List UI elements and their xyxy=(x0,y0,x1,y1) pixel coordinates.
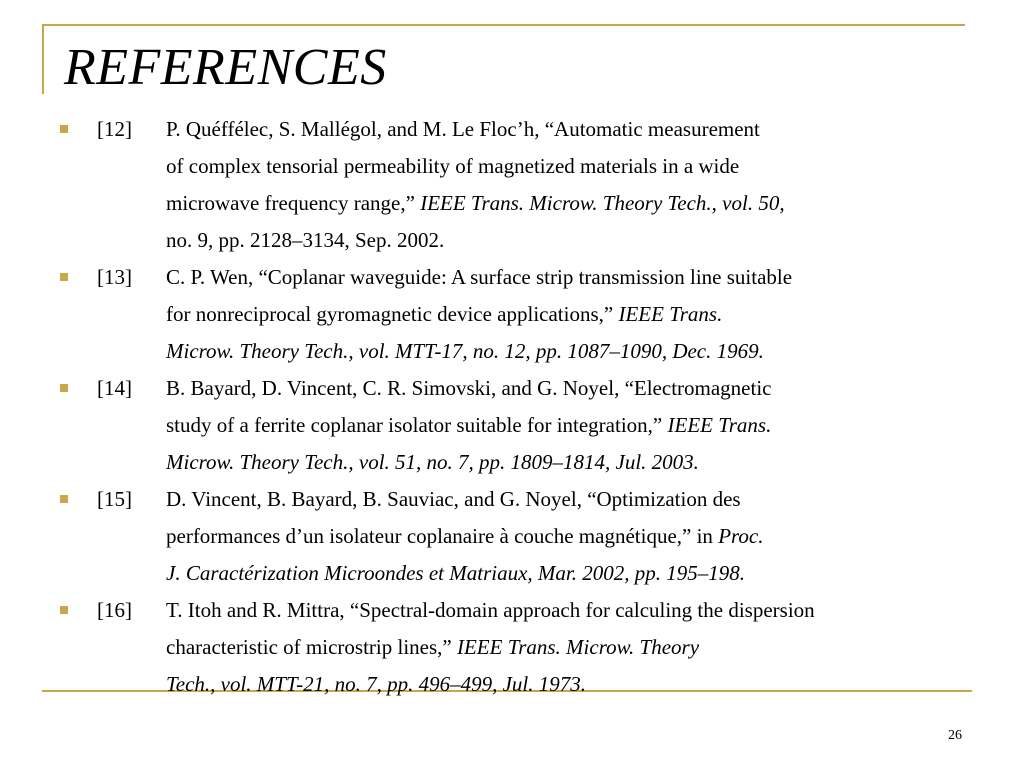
reference-line xyxy=(0,592,1024,629)
square-bullet-icon xyxy=(60,384,68,392)
reference-number: [14] xyxy=(97,376,132,400)
frame-left-rule xyxy=(42,24,44,94)
square-bullet-icon xyxy=(60,125,68,133)
reference-line xyxy=(0,296,1024,333)
reference-text: no. 9, pp. 2128–3134, Sep. 2002. xyxy=(166,228,445,252)
square-bullet-icon xyxy=(60,273,68,281)
reference-line xyxy=(0,518,1024,555)
square-bullet-icon xyxy=(60,495,68,503)
reference-text: microwave frequency range,” IEEE Trans. Microw. Theory Tech., vol. 50, xyxy=(166,191,785,215)
reference-text: performances d’un isolateur coplanaire à couche magnétique,” in Proc. xyxy=(166,524,764,548)
reference-text: study of a ferrite coplanar isolator suitable for integration,” IEEE Trans. xyxy=(166,413,772,437)
reference-number: [16] xyxy=(97,598,132,622)
reference-text: for nonreciprocal gyromagnetic device applications,” IEEE Trans. xyxy=(166,302,723,326)
reference-text: Microw. Theory Tech., vol. 51, no. 7, pp. 1809–1814, Jul. 2003. xyxy=(166,450,699,474)
reference-text: B. Bayard, D. Vincent, C. R. Simovski, and G. Noyel, “Electromagnetic xyxy=(166,376,772,400)
reference-text: Microw. Theory Tech., vol. MTT-17, no. 12, pp. 1087–1090, Dec. 1969. xyxy=(166,339,764,363)
reference-item xyxy=(0,481,1024,592)
reference-line xyxy=(0,185,1024,222)
reference-text: T. Itoh and R. Mittra, “Spectral-domain approach for calculing the dispersion xyxy=(166,598,815,622)
reference-line xyxy=(0,333,1024,370)
reference-text: Tech., vol. MTT-21, no. 7, pp. 496–499, Jul. 1973. xyxy=(166,672,586,696)
reference-line xyxy=(0,481,1024,518)
reference-line xyxy=(0,444,1024,481)
reference-number: [12] xyxy=(97,117,132,141)
reference-line xyxy=(0,148,1024,185)
reference-text: C. P. Wen, “Coplanar waveguide: A surface strip transmission line suitable xyxy=(166,265,793,289)
slide-title: REFERENCES xyxy=(64,39,387,96)
reference-line xyxy=(0,259,1024,296)
reference-line xyxy=(0,370,1024,407)
reference-item xyxy=(0,259,1024,370)
reference-text: D. Vincent, B. Bayard, B. Sauviac, and G. Noyel, “Optimization des xyxy=(166,487,741,511)
reference-line xyxy=(0,629,1024,666)
reference-text: P. Quéffélec, S. Mallégol, and M. Le Floc’h, “Automatic measurement xyxy=(166,117,760,141)
reference-item xyxy=(0,370,1024,481)
reference-line xyxy=(0,555,1024,592)
reference-number: [13] xyxy=(97,265,132,289)
page-number: 26 xyxy=(948,728,962,743)
reference-line xyxy=(0,407,1024,444)
reference-line xyxy=(0,222,1024,259)
reference-item xyxy=(0,111,1024,259)
reference-list xyxy=(0,111,1024,703)
square-bullet-icon xyxy=(60,606,68,614)
reference-line xyxy=(0,666,1024,703)
frame-top-rule xyxy=(42,24,965,26)
reference-line xyxy=(0,111,1024,148)
reference-item xyxy=(0,592,1024,703)
reference-number: [15] xyxy=(97,487,132,511)
reference-text: J. Caractérization Microondes et Matriaux, Mar. 2002, pp. 195–198. xyxy=(166,561,746,585)
reference-text: of complex tensorial permeability of magnetized materials in a wide xyxy=(166,154,740,178)
reference-text: characteristic of microstrip lines,” IEEE Trans. Microw. Theory xyxy=(166,635,700,659)
